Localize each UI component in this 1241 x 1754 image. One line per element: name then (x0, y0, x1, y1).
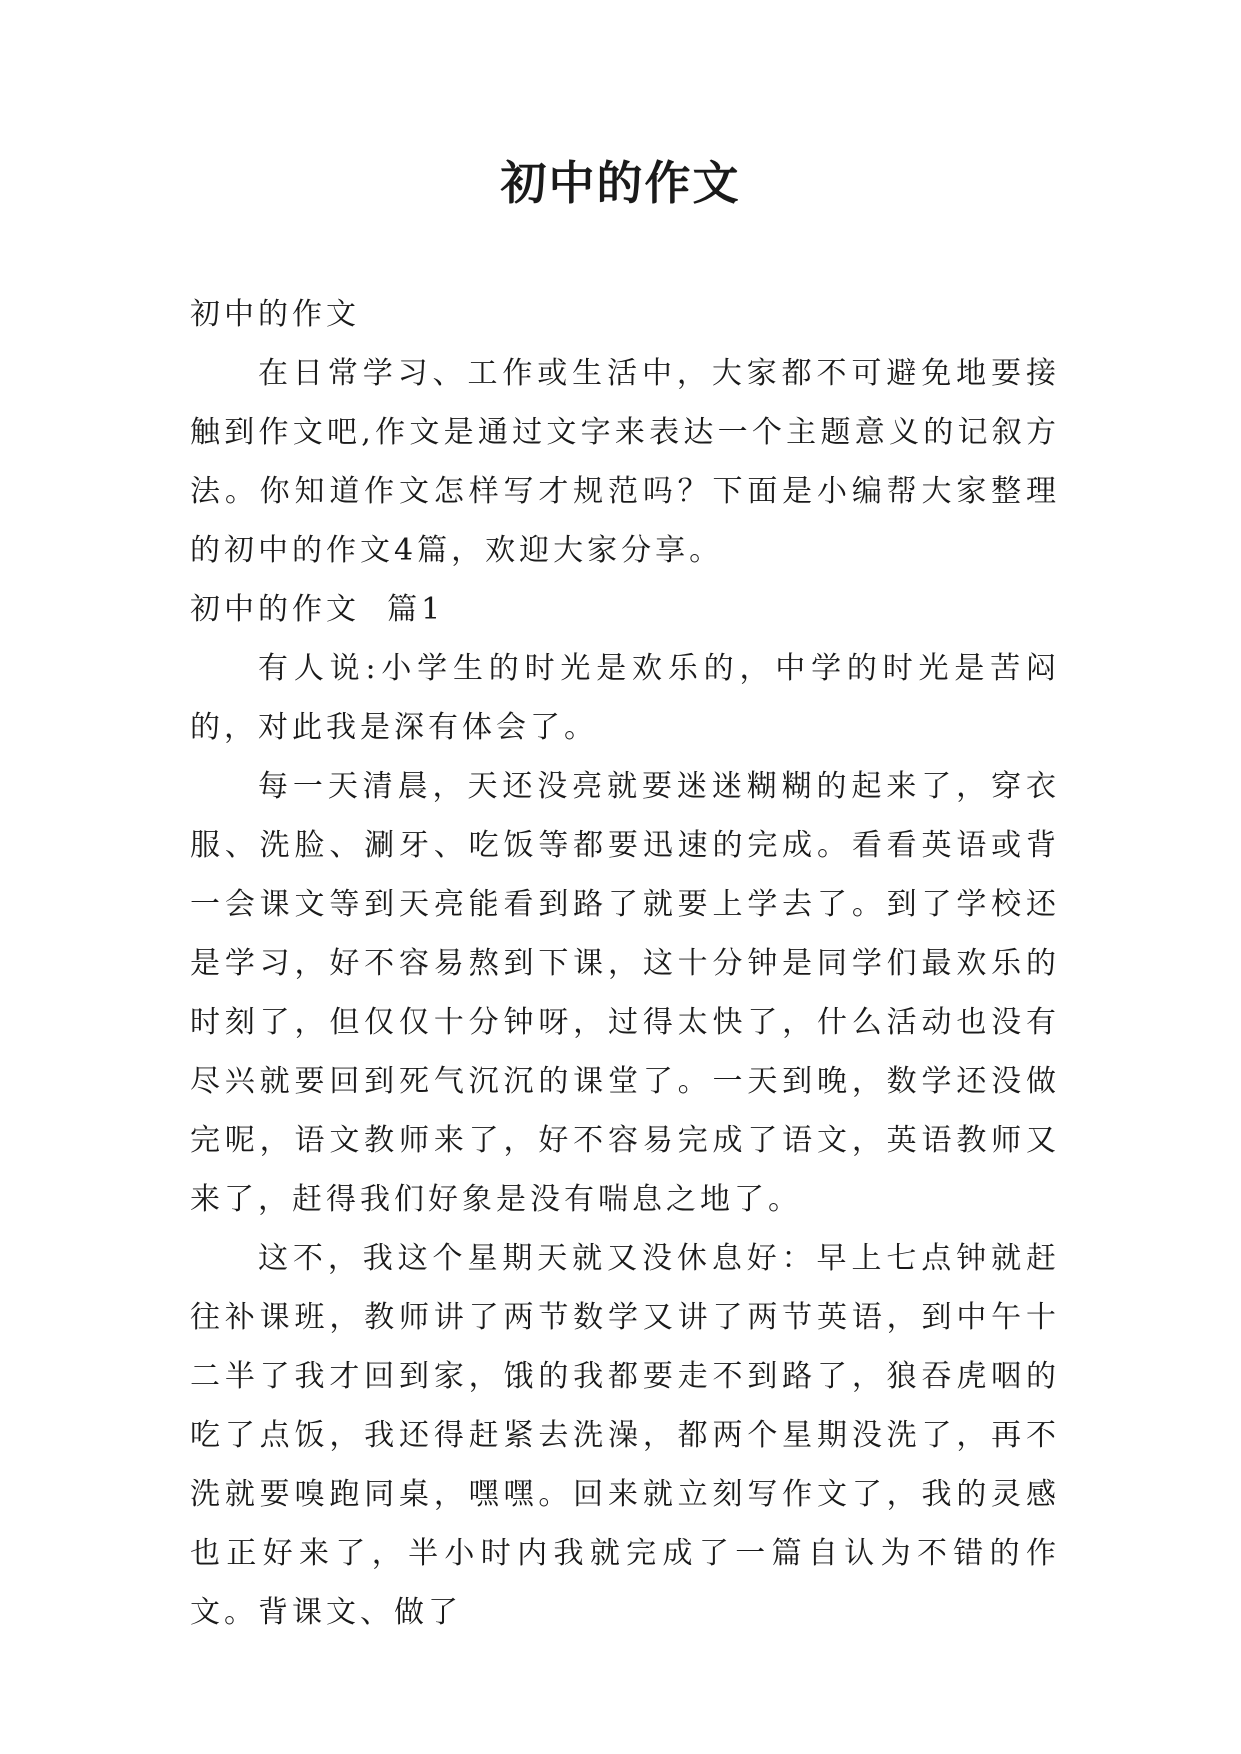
intro-paragraph: 在日常学习、工作或生活中，大家都不可避免地要接触到作文吧,作文是通过文字来表达一个主题意义的记叙方法。你知道作文怎样写才规范吗？下面是小编帮大家整理的初中的作文4篇，欢迎大家分享。 (190, 356, 1060, 568)
paragraph-1: 有人说:小学生的时光是欢乐的，中学的时光是苦闷的，对此我是深有体会了。 (190, 651, 1060, 745)
section-heading: 初中的作文 篇1 (190, 592, 445, 627)
document-title: 初中的作文 (500, 156, 741, 210)
paragraph-3: 这不，我这个星期天就又没休息好：早上七点钟就赶往补课班，教师讲了两节数学又讲了两节英语，到中午十二半了我才回到家，饿的我都要走不到路了，狼吞虎咽的吃了点饭，我还得赶紧去洗澡，都两个星期没洗了，再不洗就要嗅跑同桌，嘿嘿。回来就立刻写作文了，我的灵感也正好来了，半小时内我就完成了一篇自认为不错的作文。背课文、做了 (190, 1241, 1060, 1630)
paragraph-2: 每一天清晨，天还没亮就要迷迷糊糊的起来了，穿衣服、洗脸、涮牙、吃饭等都要迅速的完成。看看英语或背一会课文等到天亮能看到路了就要上学去了。到了学校还是学习，好不容易熬到下课，这十分钟是同学们最欢乐的时刻了，但仅仅十分钟呀，过得太快了，什么活动也没有尽兴就要回到死气沉沉的课堂了。一天到晚，数学还没做完呢，语文教师来了，好不容易完成了语文，英语教师又来了，赶得我们好象是没有喘息之地了。 (190, 769, 1060, 1217)
document-body (190, 285, 1060, 1642)
document-subtitle: 初中的作文 (190, 297, 360, 332)
